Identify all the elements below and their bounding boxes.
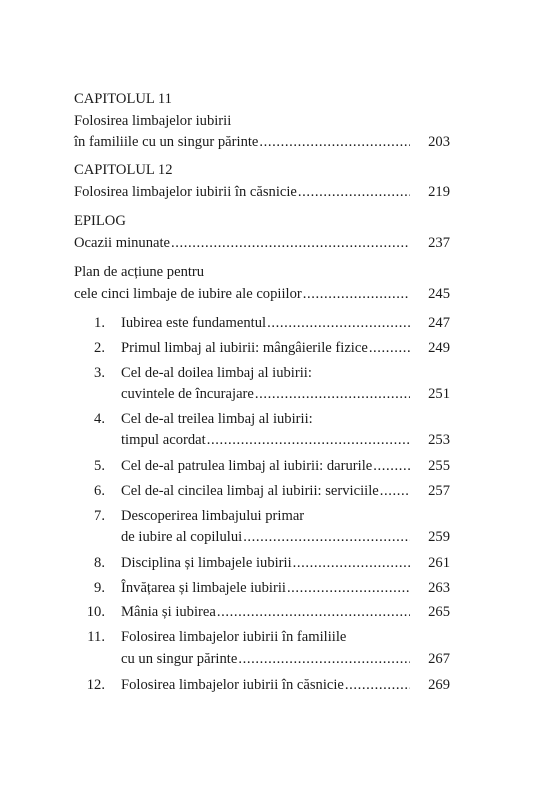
item-9-number: 9. [94, 580, 105, 596]
plan-title-line2 [74, 285, 412, 303]
item-8-text: Disciplina și limbajele iubirii [121, 555, 292, 571]
item-4-number: 4. [94, 411, 105, 427]
item-5-page: 255 [428, 458, 450, 474]
item-11-line1: Folosirea limbajelor iubirii în familiile [121, 629, 347, 645]
item-2-page: 249 [428, 340, 450, 356]
chapter-12-page: 219 [428, 184, 450, 200]
dot-leader [217, 603, 410, 621]
dot-leader [207, 431, 410, 449]
item-5-number: 5. [94, 458, 105, 474]
item-12 [121, 676, 412, 694]
item-12-number: 12. [86, 677, 105, 693]
chapter-12-heading: CAPITOLUL 12 [74, 162, 173, 178]
epilog-heading: EPILOG [74, 213, 126, 229]
item-9-page: 263 [428, 580, 450, 596]
item-3-number: 3. [94, 365, 105, 381]
dot-leader [380, 482, 410, 500]
item-1 [121, 314, 412, 332]
item-2-text: Primul limbaj al iubirii: mângâierile fizice [121, 340, 368, 356]
item-9-text: Învățarea și limbajele iubirii [121, 580, 286, 596]
item-11-page: 267 [428, 651, 450, 667]
item-4-page: 253 [428, 432, 450, 448]
item-7-line1: Descoperirea limbajului primar [121, 508, 305, 524]
dot-leader [255, 385, 410, 403]
plan-title-line1: Plan de acțiune pentru [74, 264, 205, 280]
item-4-text: timpul acordat [121, 432, 206, 448]
item-3-line2 [121, 385, 412, 403]
item-1-page: 247 [428, 315, 450, 331]
plan-title-text: cele cinci limbaje de iubire ale copiilor [74, 286, 302, 302]
item-5 [121, 457, 412, 475]
chapter-11-heading: CAPITOLUL 11 [74, 91, 172, 107]
plan-page: 245 [428, 286, 450, 302]
dot-leader [345, 676, 410, 694]
dot-leader [287, 579, 410, 597]
item-7-number: 7. [94, 508, 105, 524]
item-10 [121, 603, 412, 621]
item-10-text: Mânia și iubirea [121, 604, 216, 620]
item-6-number: 6. [94, 483, 105, 499]
epilog-title-text: Ocazii minunate [74, 235, 171, 251]
item-1-text: Iubirea este fundamentul [121, 315, 267, 331]
dot-leader [303, 285, 410, 303]
item-5-text: Cel de-al patrulea limbaj al iubirii: darurile [121, 458, 373, 474]
item-12-text: Folosirea limbajelor iubirii în căsnicie [121, 677, 344, 693]
item-11-text: cu un singur părinte [121, 651, 238, 667]
chapter-11-page: 203 [428, 134, 450, 150]
chapter-11-title-line2 [74, 133, 412, 151]
chapter-11-title-line1: Folosirea limbajelor iubirii [74, 113, 232, 129]
item-7-page: 259 [428, 529, 450, 545]
item-4-line1: Cel de-al treilea limbaj al iubirii: [121, 411, 313, 427]
epilog-page: 237 [428, 235, 450, 251]
item-10-number: 10. [86, 604, 105, 620]
item-1-number: 1. [94, 315, 105, 331]
item-3-page: 251 [428, 386, 450, 402]
item-9 [121, 579, 412, 597]
dot-leader [243, 528, 410, 546]
item-4-line2 [121, 431, 412, 449]
item-3-line1: Cel de-al doilea limbaj al iubirii: [121, 365, 312, 381]
item-6 [121, 482, 412, 500]
dot-leader [267, 314, 410, 332]
item-11-line2 [121, 650, 412, 668]
item-10-page: 265 [428, 604, 450, 620]
chapter-12-title [74, 183, 412, 201]
dot-leader [293, 554, 410, 572]
item-2 [121, 339, 412, 357]
dot-leader [373, 457, 410, 475]
item-2-number: 2. [94, 340, 105, 356]
item-7-line2 [121, 528, 412, 546]
item-6-text: Cel de-al cincilea limbaj al iubirii: serviciile [121, 483, 379, 499]
item-12-page: 269 [428, 677, 450, 693]
item-11-number: 11. [87, 629, 105, 645]
item-8-number: 8. [94, 555, 105, 571]
chapter-11-title-text: în familiile cu un singur părinte [74, 134, 259, 150]
dot-leader [259, 133, 410, 151]
epilog-title [74, 234, 412, 252]
item-7-text: de iubire al copilului [121, 529, 243, 545]
dot-leader [298, 183, 410, 201]
dot-leader [171, 234, 410, 252]
item-8-page: 261 [428, 555, 450, 571]
dot-leader [238, 650, 410, 668]
dot-leader [369, 339, 410, 357]
item-3-text: cuvintele de încurajare [121, 386, 254, 402]
item-8 [121, 554, 412, 572]
chapter-12-title-text: Folosirea limbajelor iubirii în căsnicie [74, 184, 297, 200]
item-6-page: 257 [428, 483, 450, 499]
